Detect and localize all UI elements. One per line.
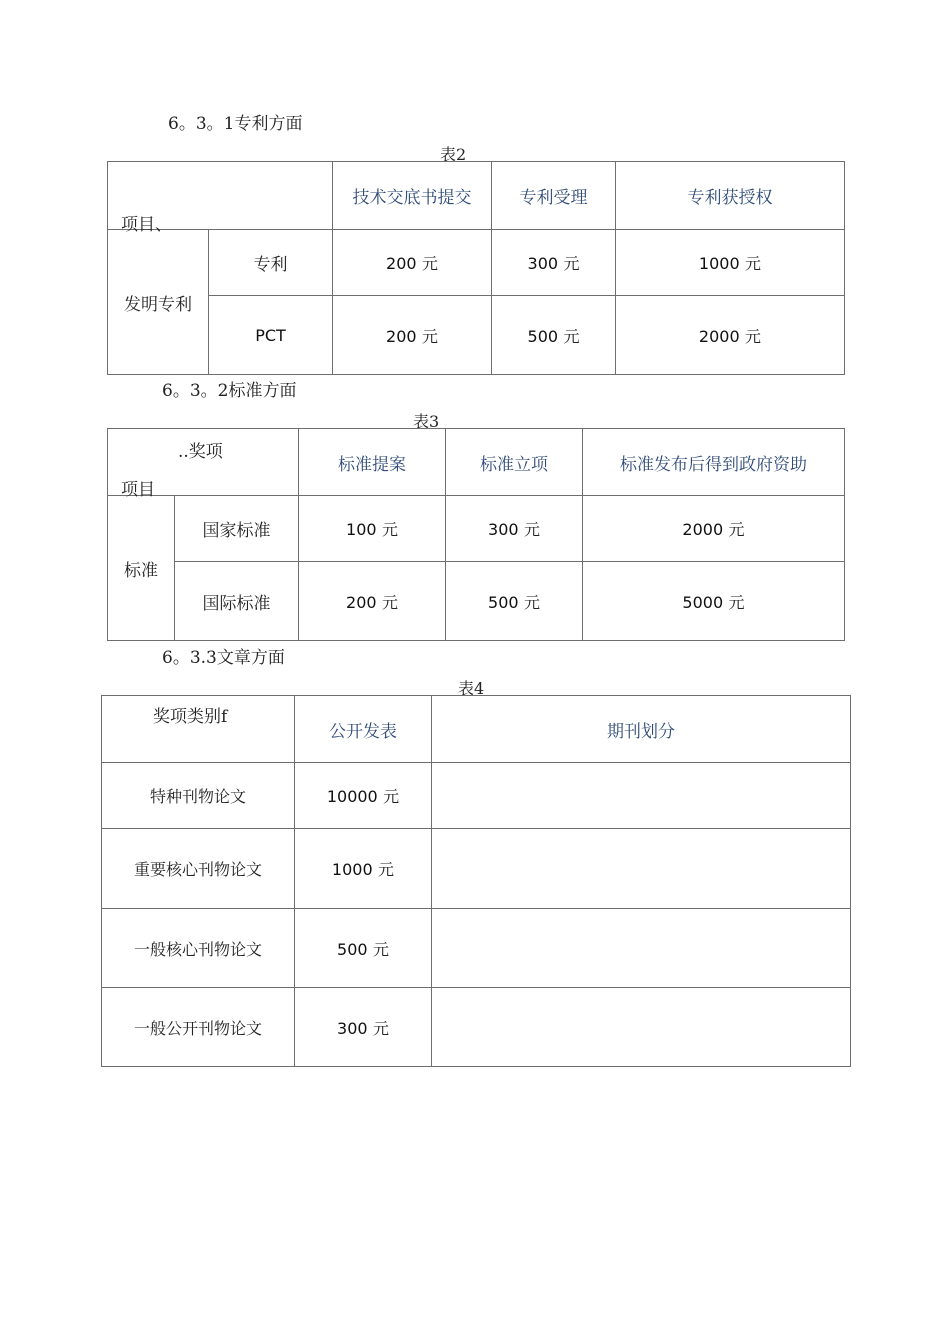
amount-value: 500 [488,592,519,612]
amount-unit: 元 [745,254,762,273]
patent-table [107,161,845,375]
amount-unit: 元 [523,520,540,539]
table-cell [333,230,492,296]
amount-unit: 元 [378,860,395,879]
article-table [101,695,851,1067]
amount-unit: 元 [728,520,745,539]
standard-table [107,428,845,641]
amount-unit: 元 [421,254,438,273]
table-cell [295,909,432,988]
amount-value: 100 [346,520,377,539]
table-cell [295,829,432,909]
table-cell [446,496,583,562]
section-heading-article: 6。3.3文章方面 [162,648,285,668]
table-cell [295,988,432,1067]
row-label: 一般核心刊物论文 [102,909,295,988]
amount-unit: 元 [745,326,762,346]
corner-top-label: ..奖项 [178,442,223,462]
section-heading-standard: 6。3。2标准方面 [162,381,297,401]
amount-value: 300 [527,254,559,273]
amount-value: 2000 [698,326,740,346]
division-cell [432,763,851,829]
corner-cell [108,162,333,235]
section-heading-patent: 6。3。1专利方面 [168,114,303,134]
col-header: 公开发表 [295,696,432,763]
col-header: 专利获授权 [616,162,845,230]
amount-unit: 元 [372,939,389,959]
division-cell [432,909,851,988]
division-cell [432,988,851,1067]
division-cell [432,829,851,909]
table-cell [616,296,845,375]
amount-value: 200 [386,254,417,273]
amount-value: 300 [488,520,519,539]
amount-unit: 元 [563,254,580,273]
col-header: 技术交底书提交 [333,162,492,230]
corner-cell [108,429,299,500]
col-header: 期刊划分 [432,696,851,763]
row-label: PCT [209,296,333,375]
table-cell [446,562,583,641]
row-label: 一般公开刊物论文 [102,988,295,1067]
amount-unit: 元 [383,787,400,806]
col-header: 标准发布后得到政府资助 [583,429,845,496]
table-caption-4: 表4 [458,679,485,698]
table-cell [333,296,492,375]
amount-unit: 元 [381,592,398,612]
row-label: 重要核心刊物论文 [102,829,295,909]
row-label: 专利 [209,230,333,296]
table-cell [492,296,616,375]
table-cell [299,496,446,562]
amount-value: 10000 [326,787,378,806]
col-header: 专利受理 [492,162,616,230]
amount-unit: 元 [563,326,580,346]
amount-value: 1000 [331,860,373,879]
amount-unit: 元 [728,592,745,612]
amount-value: 500 [337,939,368,959]
table-caption-2: 表2 [440,145,467,164]
row-group-label: 发明专利 [108,230,209,375]
amount-unit: 元 [421,326,438,346]
amount-unit: 元 [372,1018,389,1038]
amount-unit: 元 [381,520,398,539]
amount-value: 200 [386,326,417,346]
amount-value: 5000 [682,592,724,612]
table-cell [616,230,845,296]
corner-cell [102,696,295,763]
table-cell [492,230,616,296]
corner-bottom-label: 项目 [121,480,155,500]
amount-value: 1000 [698,254,740,273]
table-cell [583,496,845,562]
col-header: 标准立项 [446,429,583,496]
amount-unit: 元 [523,592,540,612]
table-caption-3: 表3 [413,412,440,431]
row-label: 特种刊物论文 [102,763,295,829]
amount-value: 200 [346,592,377,612]
corner-label: 奖项类别f [153,707,228,727]
row-label: 国家标准 [175,496,299,562]
row-group-label: 标准 [108,496,175,641]
row-label: 国际标准 [175,562,299,641]
table-cell [299,562,446,641]
amount-value: 300 [337,1018,368,1038]
table-cell [295,763,432,829]
col-header: 标准提案 [299,429,446,496]
amount-value: 2000 [682,520,724,539]
table-cell [583,562,845,641]
amount-value: 500 [527,326,559,346]
corner-label: 项目、 [121,215,172,235]
